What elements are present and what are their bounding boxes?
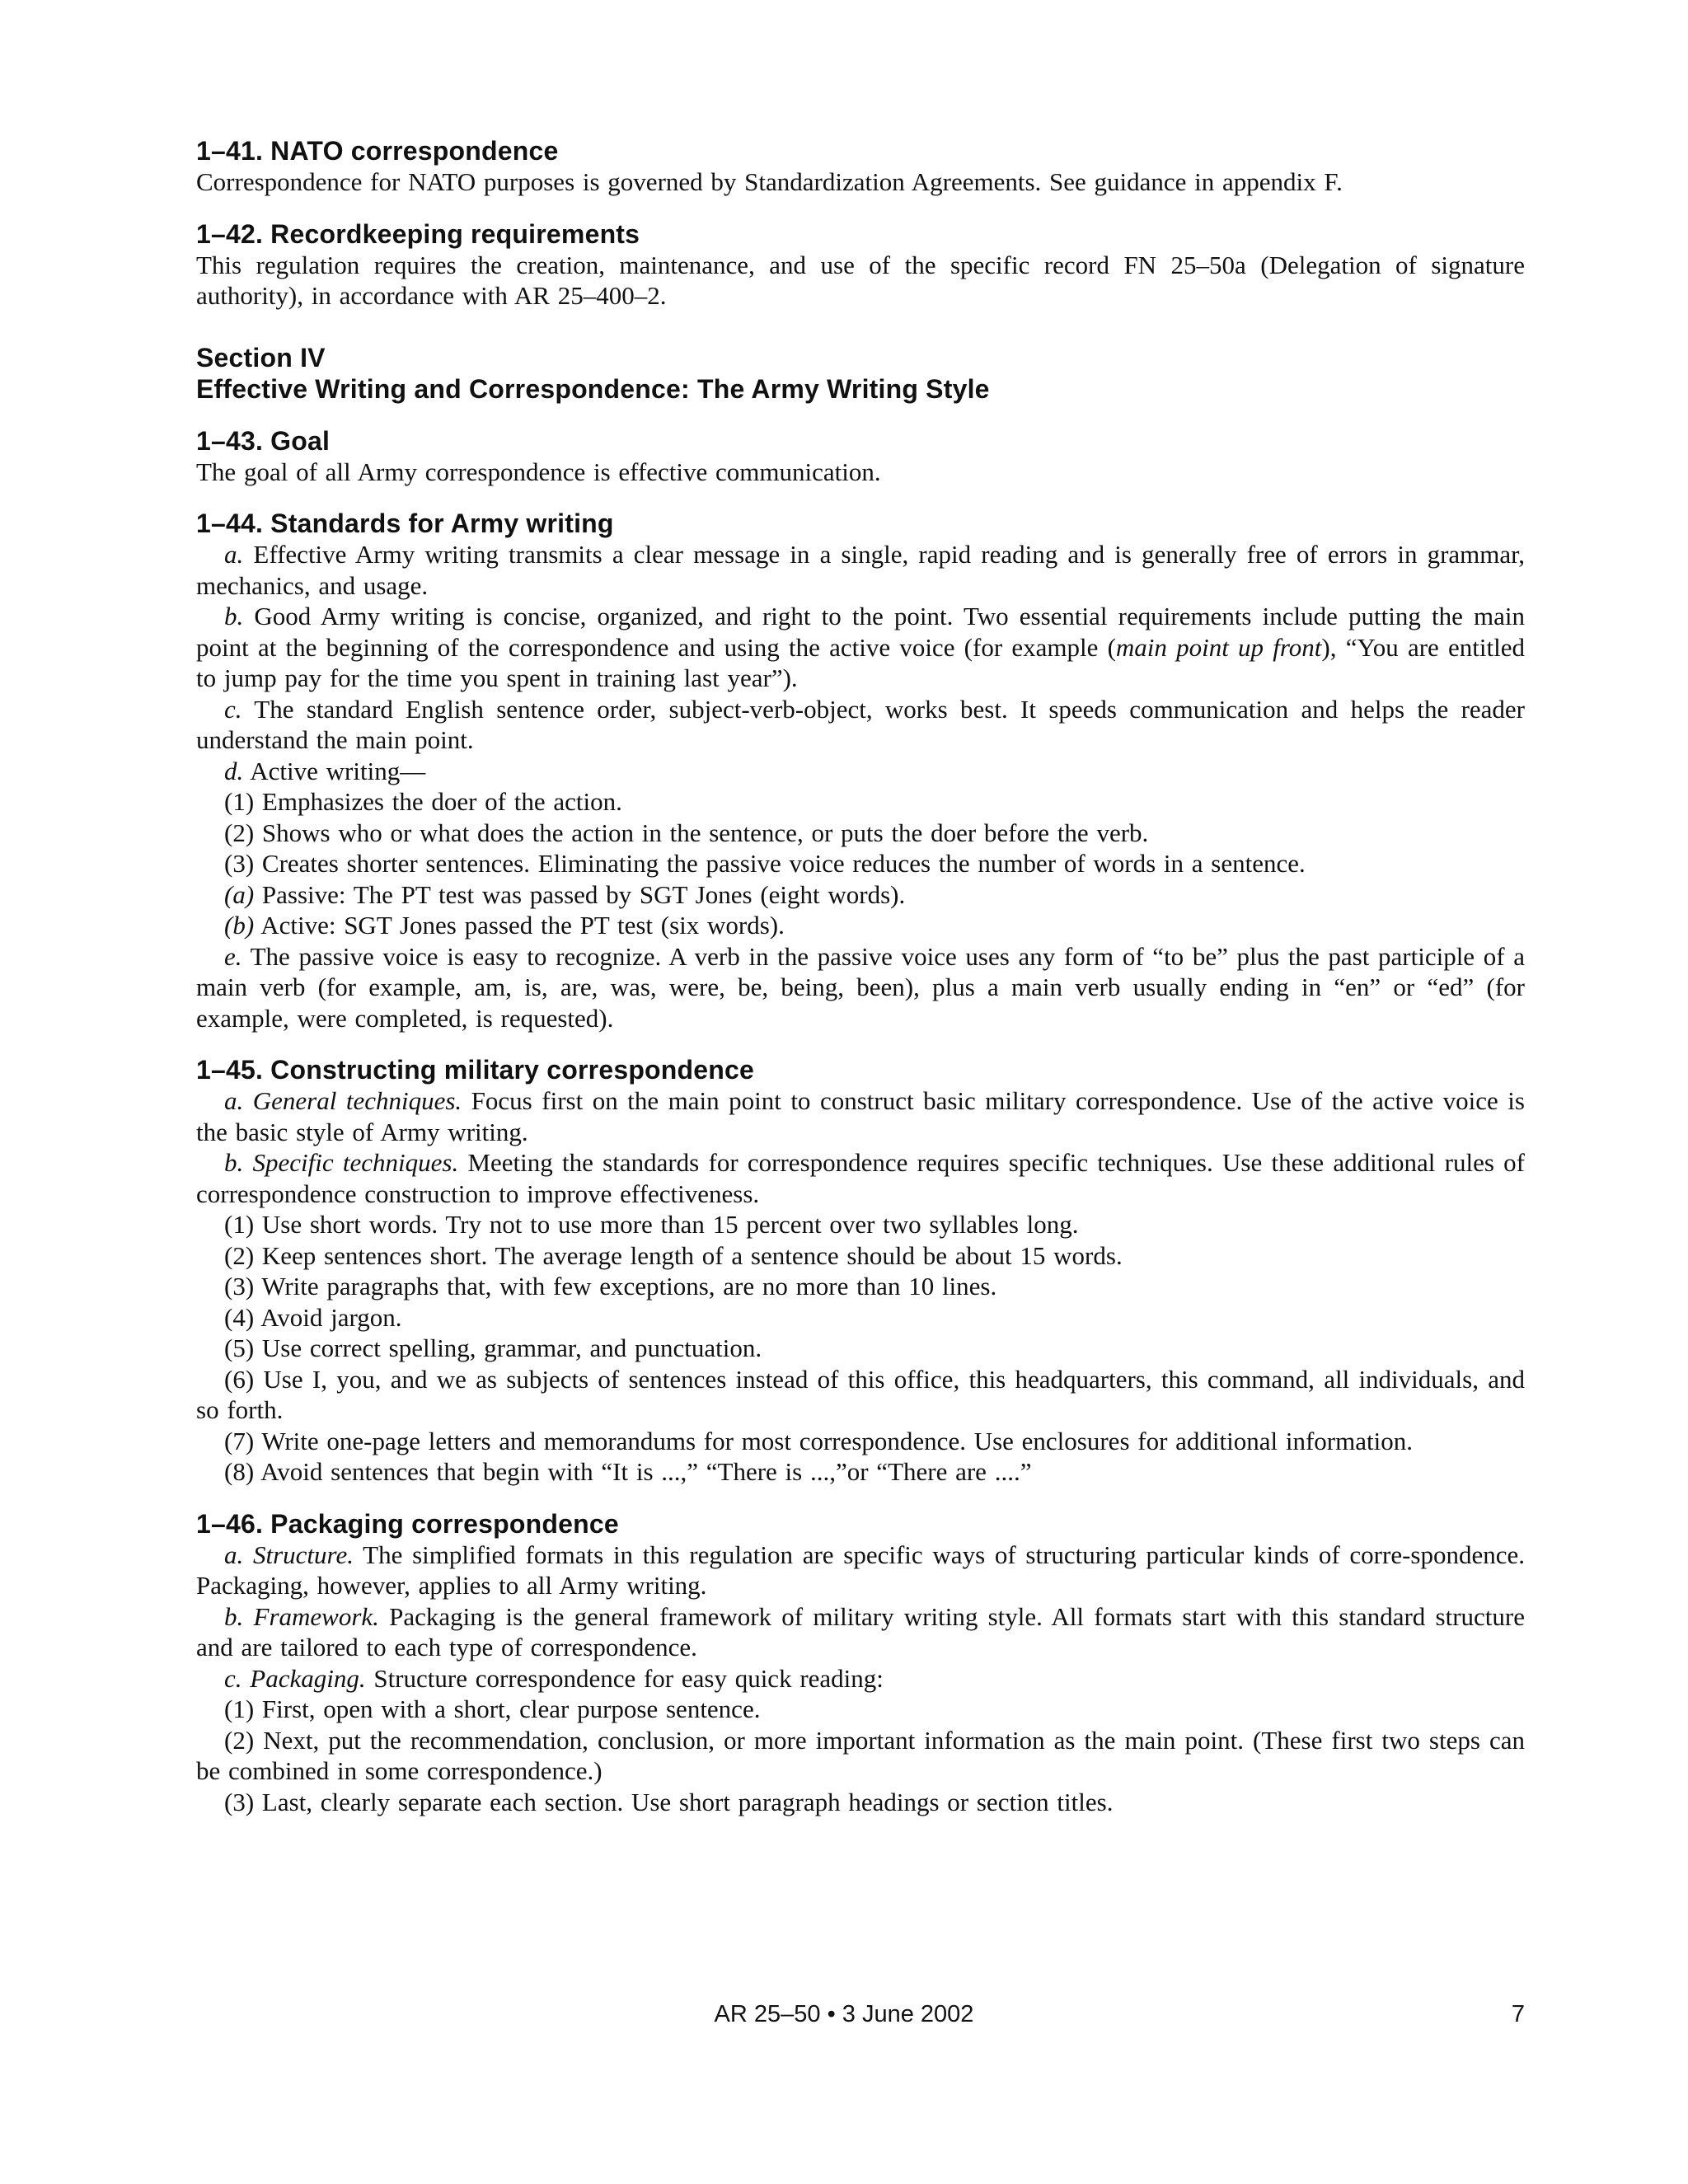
label-3a: (a) [224, 879, 255, 909]
list-item-1-45-8: (8) Avoid sentences that begin with “It is ...,” “There is ...,”or “There are ....” [224, 1457, 1032, 1486]
text-packaging: Structure correspondence for easy quick reading: [365, 1663, 884, 1693]
list-item-1-46-2: (2) Next, put the recommendation, conclusion, or more important information as the main point. (These first two steps can be combined in some correspondence.) [196, 1725, 1525, 1785]
paragraph-1-43: The goal of all Army correspondence is effective communication. [196, 457, 881, 486]
page-number: 7 [1511, 2001, 1525, 2027]
paragraph-1-42: This regulation requires the creation, maintenance, and use of the specific record FN 25–50a (Delegation of signature authority), in accordance with AR 25–400–2. [196, 250, 1525, 310]
text-e: The passive voice is easy to recognize. A verb in the passive voice uses any form of “to be” plus the past participle of a main verb (for example, am, is, are, was, were, be, being, been), plus a main verb usually ending in “en” or “ed” (for example, were completed, is requested). [196, 941, 1525, 1033]
text-b-italic: main point up front [1115, 632, 1322, 662]
heading-1-42: 1–42. Recordkeeping requirements [196, 218, 640, 249]
paragraph-1-46-c [196, 1663, 1525, 1694]
list-item-1-44-d-2: (2) Shows who or what does the action in the sentence, or puts the doer before the verb. [224, 818, 1149, 847]
heading-1-45: 1–45. Constructing military correspondence [196, 1055, 755, 1085]
paragraph-1-45-a [196, 1085, 1525, 1147]
paragraph-1-46-b [196, 1601, 1525, 1663]
list-item-1-44-d-3-a [196, 879, 1525, 911]
paragraph-1-44-b [196, 601, 1525, 694]
section-title: Effective Writing and Correspondence: The Army Writing Style [196, 373, 990, 404]
label-b: b. [224, 602, 244, 630]
label-3b: (b) [224, 911, 255, 940]
list-item-1-44-d-3: (3) Creates shorter sentences. Eliminating the passive voice reduces the number of words in a sentence. [224, 849, 1306, 878]
text-b-part2: ), “You are entitled to jump pay for the time you spent in training last year”). [196, 632, 1525, 692]
text-c: The standard English sentence order, subject-verb-object, works best. It speeds communication and helps the reader understand the main point. [196, 694, 1525, 754]
label-structure: a. Structure. [224, 1540, 354, 1569]
text-specific-techniques: Meeting the standards for correspondence requires specific techniques. Use these additional rules of correspondence construction to improve effectiveness. [196, 1148, 1525, 1208]
heading-1-41: 1–41. NATO correspondence [196, 136, 559, 166]
paragraph-1-44-d [196, 756, 1525, 787]
list-item-1-46-3: (3) Last, clearly separate each section. Use short paragraph headings or section titles. [224, 1787, 1114, 1816]
label-d: d. [224, 756, 244, 785]
paragraph-1-44-c [196, 694, 1525, 756]
label-e: e. [224, 941, 242, 971]
paragraph-1-44-e [196, 941, 1525, 1034]
paragraph-1-46-a [196, 1540, 1525, 1601]
list-item-1-46-1: (1) First, open with a short, clear purpose sentence. [224, 1694, 761, 1723]
label-general-techniques: a. General techniques. [224, 1086, 462, 1115]
list-item-1-45-7: (7) Write one-page letters and memorandums for most correspondence. Use enclosures for additional information. [224, 1426, 1413, 1455]
text-framework: Packaging is the general framework of military writing style. All formats start with this standard structure and are tailored to each type of correspondence. [196, 1601, 1525, 1661]
list-item-1-45-2: (2) Keep sentences short. The average length of a sentence should be about 15 words. [224, 1240, 1123, 1270]
text-3a: Passive: The PT test was passed by SGT Jones (eight words). [254, 879, 906, 909]
text-structure: The simplified formats in this regulation are specific ways of structuring particular kinds of corre-spondence. Packaging, however, applies to all Army writing. [196, 1540, 1525, 1600]
document-body [196, 135, 1525, 1817]
heading-1-44: 1–44. Standards for Army writing [196, 509, 614, 538]
list-item-1-45-5: (5) Use correct spelling, grammar, and punctuation. [224, 1333, 762, 1362]
paragraph-1-41: Correspondence for NATO purposes is governed by Standardization Agreements. See guidance in appendix F. [196, 167, 1343, 196]
label-c: c. [224, 694, 242, 724]
section-number: Section IV [196, 342, 326, 373]
list-item-1-44-d-3-b [196, 910, 1525, 941]
list-item-1-45-1: (1) Use short words. Try not to use more than 15 percent over two syllables long. [224, 1210, 1079, 1239]
list-item-1-45-3: (3) Write paragraphs that, with few exceptions, are no more than 10 lines. [224, 1272, 997, 1301]
heading-1-43: 1–43. Goal [196, 425, 331, 456]
list-item-1-45-6: (6) Use I, you, and we as subjects of sentences instead of this office, this headquarters, this command, all individuals, and so forth. [196, 1364, 1525, 1424]
list-item-1-45-4: (4) Avoid jargon. [224, 1302, 402, 1332]
text-3b: Active: SGT Jones passed the PT test (six words). [254, 911, 785, 940]
text-b-part1: Good Army writing is concise, organized, and right to the point. Two essential requirements include putting the main point at the beginning of the correspondence and using the active voice (for example ( [196, 602, 1525, 662]
label-a: a. [224, 540, 244, 569]
label-framework: b. Framework. [224, 1601, 379, 1631]
paragraph-1-44-a [196, 539, 1525, 601]
text-a: Effective Army writing transmits a clear message in a single, rapid reading and is generally free of errors in grammar, mechanics, and usage. [196, 540, 1525, 600]
label-specific-techniques: b. Specific techniques. [224, 1148, 459, 1177]
label-packaging: c. Packaging. [224, 1663, 366, 1693]
footer-document-id: AR 25–50 • 3 June 2002 [714, 2001, 974, 2027]
list-item-1-44-d-1: (1) Emphasizes the doer of the action. [224, 787, 622, 816]
heading-1-46: 1–46. Packaging correspondence [196, 1508, 619, 1539]
paragraph-1-45-b [196, 1147, 1525, 1209]
text-d: Active writing— [243, 756, 426, 785]
text-general-techniques: Focus first on the main point to construct basic military correspondence. Use of the active voice is the basic style of Army writing. [196, 1086, 1525, 1146]
